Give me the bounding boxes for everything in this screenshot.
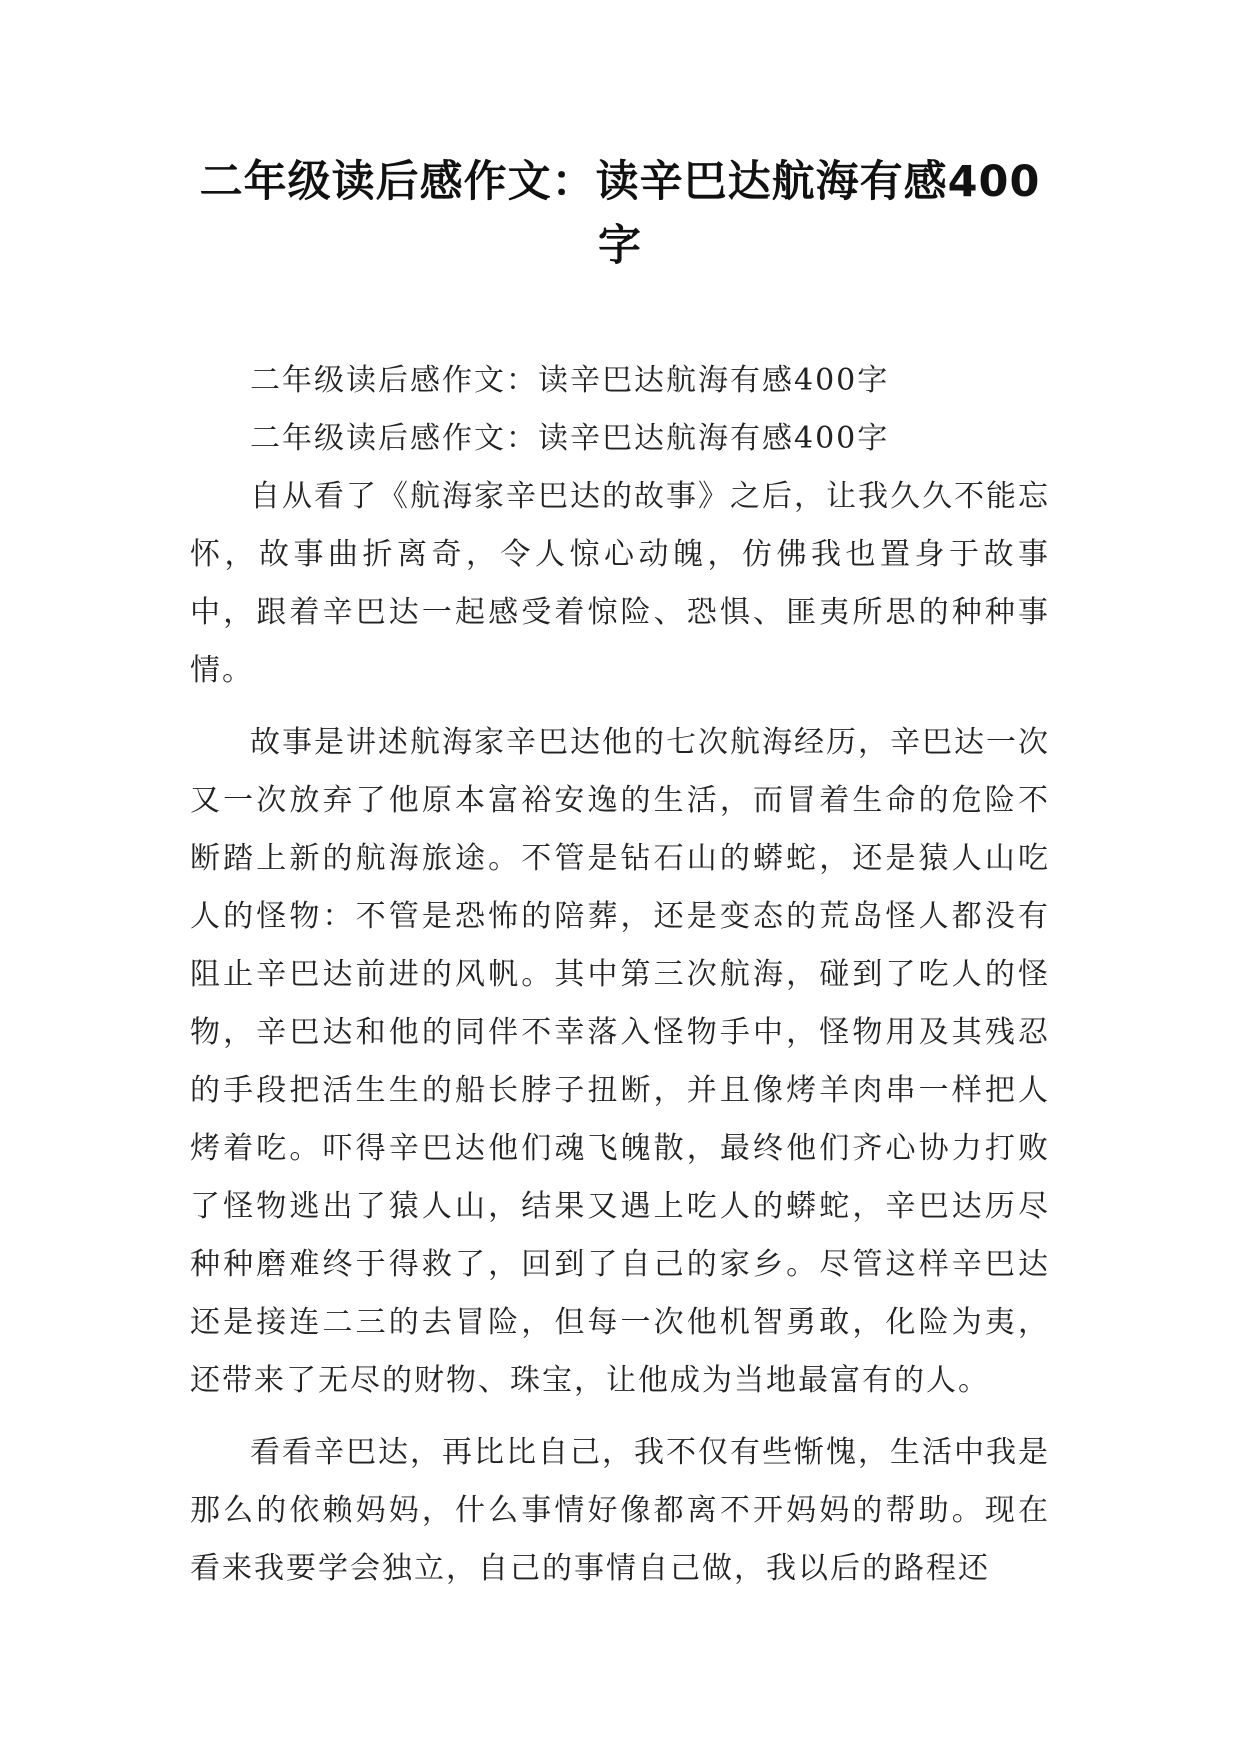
document-body [190, 352, 1050, 1598]
paragraph-reflection: 看看辛巴达，再比比自己，我不仅有些惭愧，生活中我是那么的依赖妈妈，什么事情好像都离不开妈妈的帮助。现在看来我要学会独立，自己的事情自己做，我以后的路程还 [190, 1435, 1050, 1586]
paragraph-story: 故事是讲述航海家辛巴达他的七次航海经历，辛巴达一次又一次放弃了他原本富裕安逸的生活，而冒着生命的危险不断踏上新的航海旅途。不管是钻石山的蟒蛇，还是猿人山吃人的怪物：不管是恐怖的陪葬，还是变态的荒岛怪人都没有阻止辛巴达前进的风帆。其中第三次航海，碰到了吃人的怪物，辛巴达和他的同伴不幸落入怪物手中，怪物用及其残忍的手段把活生生的船长脖子扭断，并且像烤羊肉串一样把人烤着吃。吓得辛巴达他们魂飞魄散，最终他们齐心协力打败了怪物逃出了猿人山，结果又遇上吃人的蟒蛇，辛巴达历尽种种磨难终于得救了，回到了自己的家乡。尽管这样辛巴达还是接连二三的去冒险，但每一次他机智勇敢，化险为夷，还带来了无尽的财物、珠宝，让他成为当地最富有的人。 [190, 725, 1050, 1398]
paragraph-subtitle-2: 二年级读后感作文：读辛巴达航海有感400字 [250, 421, 890, 456]
paragraph-intro: 自从看了《航海家辛巴达的故事》之后，让我久久不能忘怀，故事曲折离奇，令人惊心动魄，仿佛我也置身于故事中，跟着辛巴达一起感受着惊险、恐惧、匪夷所思的种种事情。 [190, 479, 1050, 688]
paragraph-subtitle-1: 二年级读后感作文：读辛巴达航海有感400字 [250, 363, 890, 398]
document-title: 二年级读后感作文：读辛巴达航海有感400字 [199, 157, 1041, 271]
